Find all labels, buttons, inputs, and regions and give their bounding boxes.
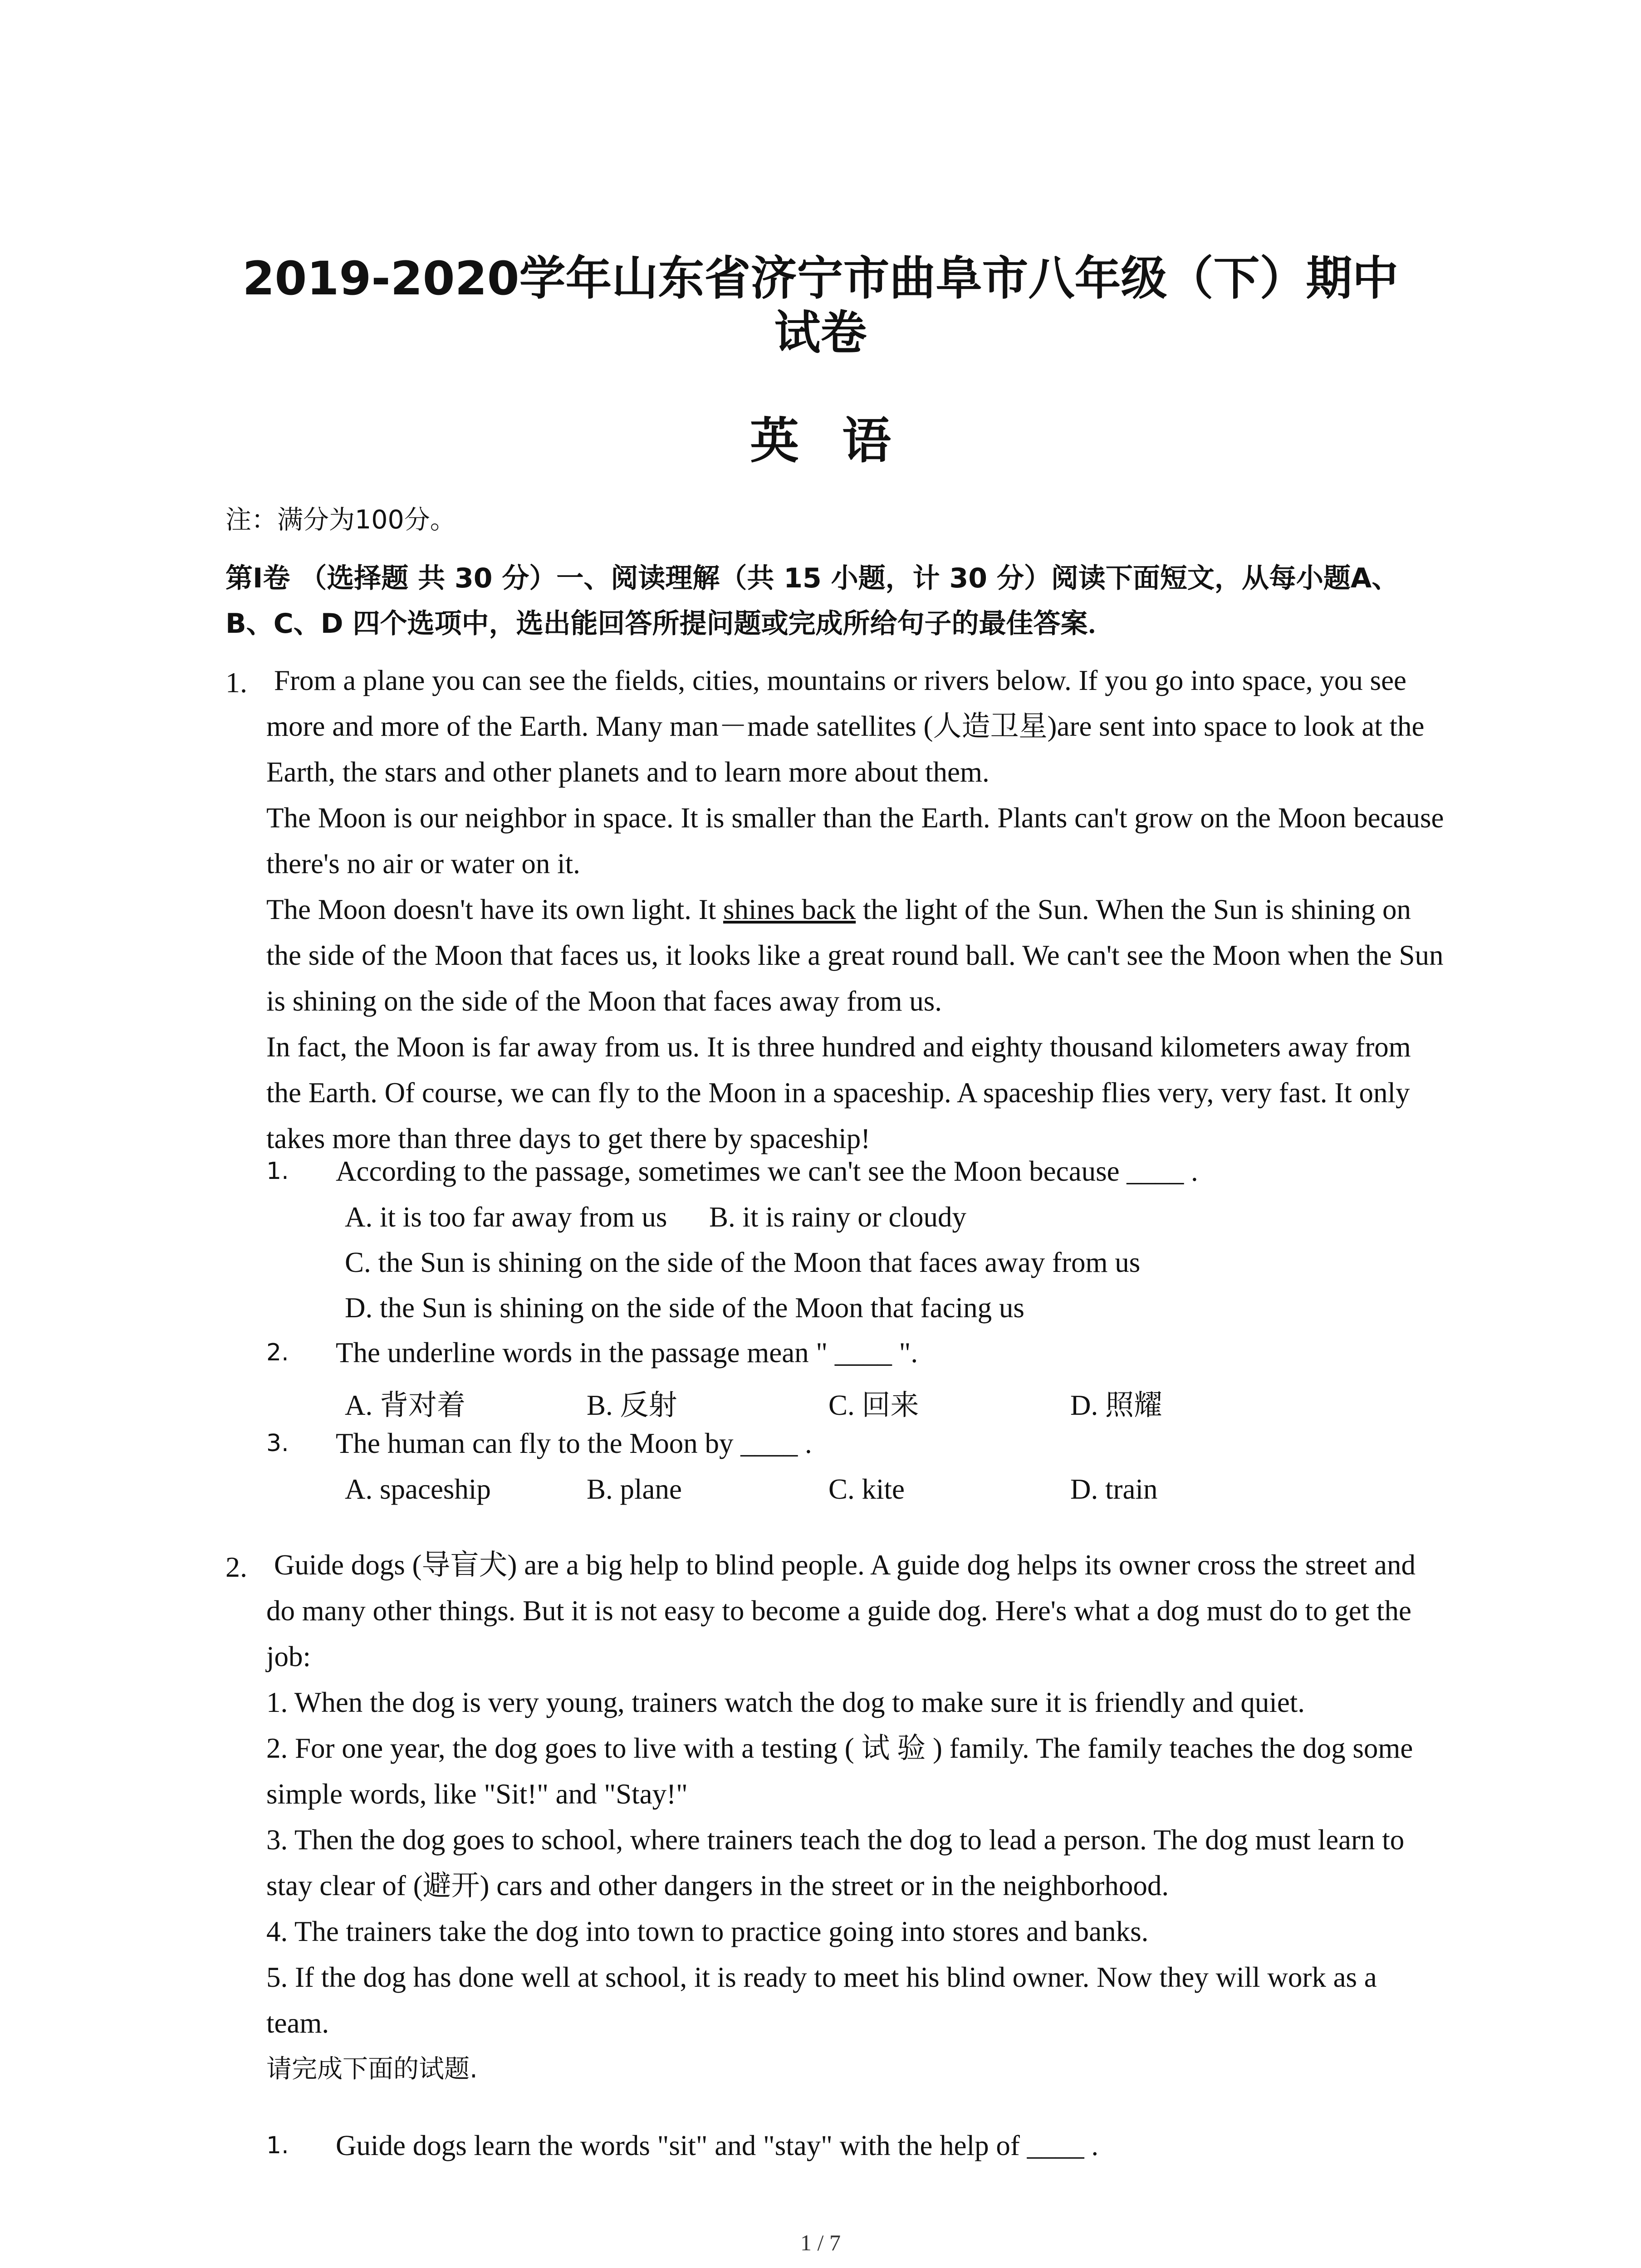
passage-1-paragraph-3 bbox=[266, 887, 1446, 1024]
option-c: C. 回来 bbox=[828, 1389, 919, 1421]
question-number-1: 1. bbox=[225, 666, 247, 699]
score-note: 注：满分为100分。 bbox=[225, 505, 456, 535]
passage-2-step-3: 3. Then the dog goes to school, where trainers teach the dog to lead a person. The dog must learn to stay clear of (避开) cars and other dangers in the street or in the neighborhood. bbox=[266, 1824, 1405, 1901]
subquestion-number: 1. bbox=[266, 1158, 289, 1185]
passage-1-paragraph-1: From a plane you can see the fields, cities, mountains or rivers below. If you go into space, you see more and more of the Earth. Many man－made satellites (人造卫星)are sent into space to look at the Earth, the stars and other planets and to learn more about them. bbox=[266, 665, 1425, 788]
passage-2-step-5: 5. If the dog has done well at school, it is ready to meet his blind owner. Now they will work as a team. bbox=[266, 1961, 1377, 2039]
option-c: C. the Sun is shining on the side of the Moon that faces away from us bbox=[345, 1246, 1141, 1278]
passage-2-paragraph-1: Guide dogs (导盲犬) are a big help to blind people. A guide dog helps its owner cross the street and do many other things. But it is not easy to become a guide dog. Here's what a dog must do to get the job: bbox=[266, 1549, 1416, 1672]
passage-2-step-1: 1. When the dog is very young, trainers watch the dog to make sure it is friendly and quiet. bbox=[266, 1686, 1305, 1718]
subquestion-number: 3. bbox=[266, 1430, 289, 1457]
passage-2-step-4: 4. The trainers take the dog into town to practice going into stores and banks. bbox=[266, 1916, 1149, 1947]
subject-heading: 英语 bbox=[749, 413, 934, 469]
question-number-2: 2. bbox=[225, 1551, 247, 1583]
option-d: D. train bbox=[1070, 1473, 1158, 1505]
passage-1-paragraph-2: The Moon is our neighbor in space. It is smaller than the Earth. Plants can't grow on the Moon because there's no air or water on it. bbox=[266, 802, 1444, 880]
subquestion-stem: According to the passage, sometimes we can't see the Moon because ____ . bbox=[336, 1155, 1198, 1187]
option-b: B. 反射 bbox=[587, 1389, 677, 1421]
passage-1-paragraph-4: In fact, the Moon is far away from us. It is three hundred and eighty thousand kilometers away from the Earth. Of course, we can fly to the Moon in a spaceship. A spaceship flies very, very fast. It only takes more than three days to get there by spaceship! bbox=[266, 1031, 1411, 1154]
option-a: A. spaceship bbox=[345, 1473, 491, 1505]
option-d: D. 照耀 bbox=[1070, 1389, 1162, 1421]
title-line-2: 试卷 bbox=[774, 306, 867, 360]
passage-1-p3-before: The Moon doesn't have its own light. It bbox=[266, 894, 723, 925]
subquestion-stem: The underline words in the passage mean " ____ ". bbox=[336, 1337, 918, 1369]
passage-2-step-2: 2. For one year, the dog goes to live with a testing ( 试 验 ) family. The family teaches the dog some simple words, like "Sit!" and "Stay!" bbox=[266, 1732, 1413, 1810]
subquestion-number: 2. bbox=[266, 1339, 289, 1366]
passage-1 bbox=[266, 658, 1446, 1162]
option-b: B. plane bbox=[587, 1473, 682, 1505]
option-c: C. kite bbox=[828, 1473, 905, 1505]
option-d: D. the Sun is shining on the side of the Moon that facing us bbox=[345, 1292, 1024, 1324]
document-title bbox=[0, 252, 1641, 361]
subquestion-number: 1. bbox=[266, 2132, 289, 2159]
title-line-1: 2019-2020学年山东省济宁市曲阜市八年级（下）期中 bbox=[242, 252, 1399, 306]
passage-2-prompt: 请完成下面的试题. bbox=[266, 2054, 478, 2084]
passage-2 bbox=[266, 1542, 1446, 2092]
underlined-phrase: shines back bbox=[723, 894, 856, 925]
page-number: 1 / 7 bbox=[800, 2230, 841, 2255]
option-a: A. it is too far away from us bbox=[345, 1201, 667, 1233]
option-a: A. 背对着 bbox=[345, 1389, 465, 1421]
passage-1-p3-after: the light of the Sun. When the Sun is shining on the side of the Moon that faces us, it looks like a great round ball. We can't see the Moon when the Sun is shining on the side of the Moon that faces away from us. bbox=[266, 894, 1444, 1017]
subquestion-stem: The human can fly to the Moon by ____ . bbox=[336, 1427, 812, 1459]
subquestion-stem: Guide dogs learn the words "sit" and "stay" with the help of ____ . bbox=[336, 2130, 1099, 2161]
option-b: B. it is rainy or cloudy bbox=[709, 1201, 966, 1233]
section-instructions: 第Ⅰ卷 （选择题 共 30 分）一、阅读理解（共 15 小题，计 30 分）阅读下面短文，从每小题A、B、C、D 四个选项中，选出能回答所提问题或完成所给句子的最佳答案． bbox=[225, 562, 1399, 640]
